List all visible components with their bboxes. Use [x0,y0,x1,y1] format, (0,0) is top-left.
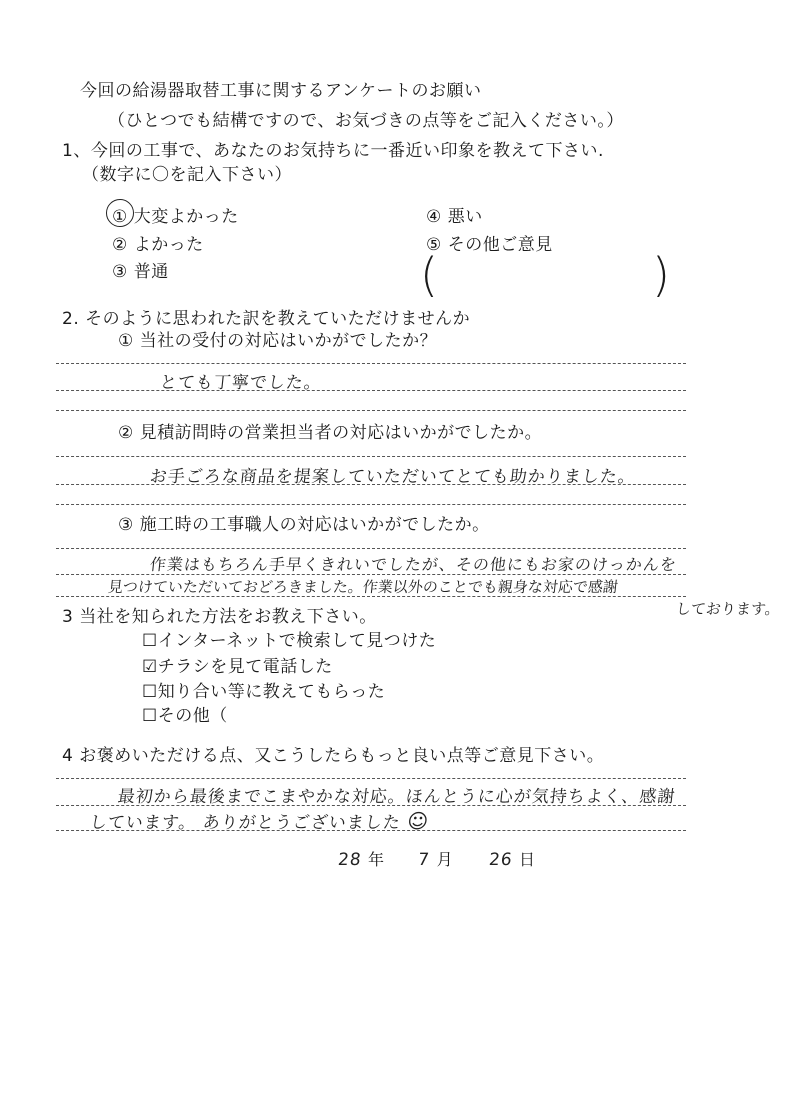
date-day-unit: 日 [518,850,535,869]
q3-question: 3 当社を知られた方法をお教え下さい。 [62,607,377,627]
q1-question: 1、今回の工事で、あなたのお気持ちに一番近い印象を教えて下さい. [62,141,604,161]
answer-line [56,456,686,457]
answer-line [56,574,686,575]
q1-option-1-num: ① [112,207,128,227]
q4-answer-line2-text: しています。 ありがとうございました [88,813,402,833]
checkbox-icon[interactable]: ☐ [142,631,158,651]
answer-line [56,363,686,364]
checked-checkbox-icon[interactable]: ☑ [142,657,158,677]
answer-line [56,504,686,505]
survey-title: 今回の給湯器取替工事に関するアンケートのお願い [80,81,482,101]
answer-line [56,778,686,779]
q1-option-5-num: ⑤ [426,235,442,255]
answer-line [56,805,686,806]
answer-line [56,410,686,411]
q1-option-4-label: 悪い [447,207,483,227]
q2-answer-3-line2[interactable]: 見つけていただいておどろきました。作業以外のことでも親身な対応で感謝 [107,578,619,596]
q1-option-2[interactable] [112,230,204,255]
q2-answer-1[interactable]: とても丁寧でした。 [158,373,323,393]
q3-option-3-label: 知り合い等に教えてもらった [157,682,386,702]
q1-instruction: （数字に〇を記入下さい） [82,165,292,185]
q1-option-3-label: 普通 [133,262,169,282]
smiley-icon: ☺ [406,809,431,833]
q2-answer-3-line3[interactable]: しております。 [675,600,781,618]
q1-option-1-label: 大変よかった [133,207,239,227]
q1-other-open-paren: ( [420,248,438,302]
answer-line [56,596,686,597]
q1-option-2-num: ② [112,235,128,255]
q2-question: 2. そのように思われた訳を教えていただけませんか [62,309,471,329]
q1-option-5-label: その他ご意見 [447,235,553,255]
q3-option-4[interactable] [142,701,228,726]
q1-option-4-num: ④ [426,207,442,227]
q2-sub3: ③ 施工時の工事職人の対応はいかがでしたか。 [118,515,490,535]
q4-question: 4 お褒めいただける点、又こうしたらもっと良い点等ご意見下さい。 [62,746,605,766]
date-day: 26 [487,850,514,870]
survey-date [338,846,535,870]
checkbox-icon[interactable]: ☐ [142,706,158,726]
q2-answer-3-line1[interactable]: 作業はもちろん手早くきれいでしたが、その他にもお家のけっかんを [148,555,678,574]
q3-option-3[interactable] [142,677,385,702]
q2-sub2: ② 見積訪問時の営業担当者の対応はいかがでしたか。 [118,423,543,443]
q2-answer-2[interactable]: お手ごろな商品を提案していただいてとても助かりました。 [148,467,637,487]
answer-line [56,484,686,485]
q1-option-4[interactable] [426,202,483,227]
q3-option-2-label: チラシを見て電話した [157,657,333,677]
q1-other-close-paren: ) [652,248,670,302]
answer-line [56,830,686,831]
survey-subtitle: （ひとつでも結構ですので、お気づきの点等をご記入ください。） [108,111,624,131]
q3-option-2[interactable] [142,652,333,677]
answer-line [56,390,686,391]
q1-option-1[interactable] [112,202,239,227]
q3-option-4-label: その他（ [157,706,228,726]
checkbox-icon[interactable]: ☐ [142,682,158,702]
q2-sub1: ① 当社の受付の対応はいかがでしたか？ [118,331,438,351]
date-year-unit: 年 [368,850,385,869]
q1-option-5[interactable] [426,230,553,255]
date-month-unit: 月 [436,850,453,869]
date-month: 7 [417,850,432,870]
answer-line [56,548,686,549]
q1-option-2-label: よかった [133,235,204,255]
date-year: 28 [336,850,363,870]
q1-option-3-num: ③ [112,262,128,282]
q4-answer-line1[interactable]: 最初から最後までこまやかな対応。ほんとうに心が気持ちよく、感謝 [116,787,677,807]
q3-option-1[interactable] [142,626,436,651]
q3-option-1-label: インターネットで検索して見つけた [157,631,437,651]
q1-option-3[interactable] [112,257,169,282]
